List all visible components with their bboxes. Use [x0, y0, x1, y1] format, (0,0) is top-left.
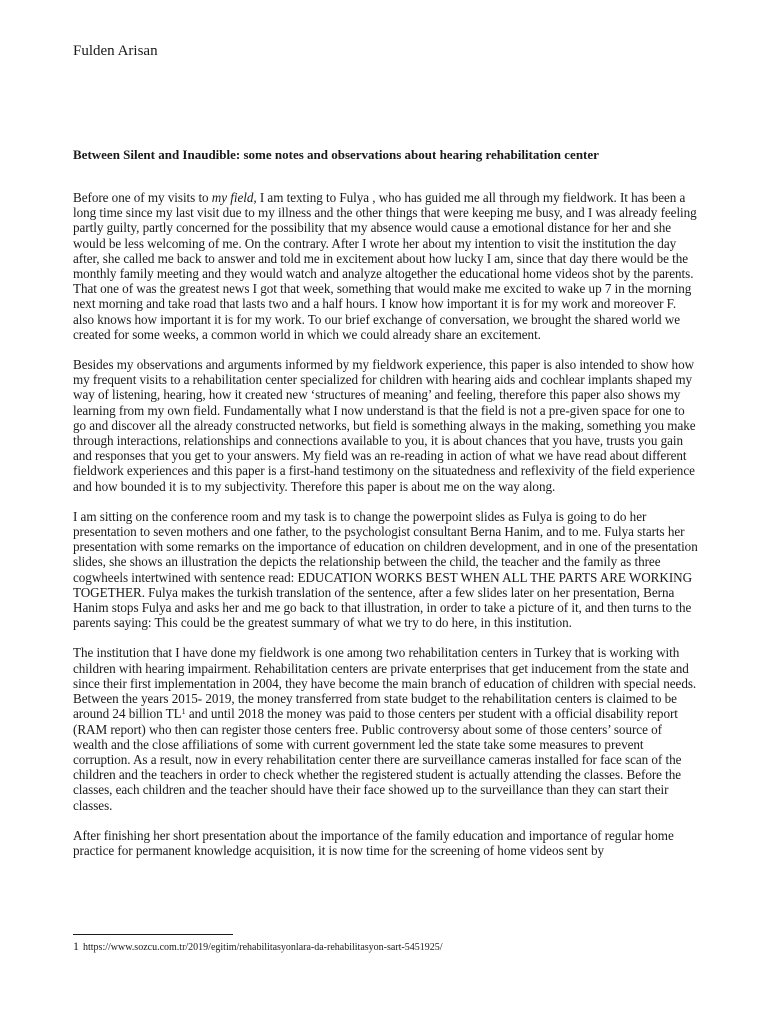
- paragraph-1-start: Before one of my visits to: [73, 190, 212, 205]
- paragraph-4-rest: and until 2018 the money was paid to those centers per student with a official disability report (RAM report) who then can register those centers free. Public controversy about some of those centers’ source of wealth and the close affiliations of some with current government led the state take some measures to prevent corruption. As a result, now in every rehabilitation center there are surveillance cameras installed for face scan of the children and the teachers in order to check whether the registered student is actually attending the classes. Before the classes, each children and the teacher should have their face showed up to the surveillance than they can start their classes.: [73, 706, 682, 813]
- paragraph-1-italic: my field,: [211, 190, 257, 205]
- footnote: [73, 939, 443, 955]
- paragraph-1-rest: I am texting to Fulya , who has guided me all through my fieldwork. It has been a long time since my last visit due to my illness and the other things that were keeping me busy, and I was already feeling partly guilty, partly concerned for the possibility that my absence would cause a emotional distance for her and she would be less welcoming of me. On the contrary. After I wrote her about my intention to visit the institution the day after, she called me back to answer and told me in excitement about how lucky I am, since that day there would be the monthly family meeting and they would watch and analyze altogether the educational home videos shot by the parents. That one of was the greatest news I got that week, something that would make me excited to wake up 7 in the morning next morning and take road that lasts two and a half hours. I know how important it is for my work and moreover F. also knows how important it is for my work. To our brief exchange of conversation, we brought the shared world we created for some weeks, a common world in which we could already share an excitement.: [73, 190, 697, 342]
- paragraph-2: Besides my observations and arguments informed by my fieldwork experience, this paper is also intended to show how my frequent visits to a rehabilitation center specialized for children with hearing aids and cochlear implants shaped my way of listening, hearing, how it created new ‘structures of meaning’ and feeling, therefore this paper also shows my learning from my own field. Fundamentally what I now understand is that the field is not a pre-given space for one to go and discover all the already constructed networks, but field is something always in the making, something you make through interactions, relationships and connections available to you, it is about chances that you have, trusts you gain and responses that you get to your answers. My field was an re-reading in action of what we have read about different fieldwork experiences and this paper is a first-hand testimony on the situatedness and reflexivity of the field experience and how bounded it is to my subjectivity. Therefore this paper is about me on the way along.: [73, 357, 696, 494]
- paragraph-5: After finishing her short presentation about the importance of the family education and importance of regular home practice for permanent knowledge acquisition, it is now time for the screening of home videos sent by: [73, 827, 674, 858]
- paragraph-4: [73, 645, 699, 812]
- body-text: [73, 190, 699, 858]
- footnote-divider: [73, 934, 233, 935]
- paragraph-3: I am sitting on the conference room and my task is to change the powerpoint slides as Fulya is going to do her presentation to seven mothers and one father, to the psychologist consultant Berna Hanim, and to me. Fulya starts her presentation with some remarks on the importance of education on children development, and in one of the presentation slides, she shows an illustration the depicts the relationship between the child, the teacher and the family as three cogwheels intertwined with sentence read: EDUCATION WORKS BEST WHEN ALL THE PARTS ARE WORKING TOGETHER. Fulya makes the turkish translation of the sentence, after a few slides later on her presentation, Berna Hanim stops Fulya and asks her and me go back to that illustration, in order to take a picture of it, and then turns to the parents saying: This could be the greatest summary of what we try to do here, in this institution.: [73, 508, 698, 631]
- paragraph-1: [73, 190, 699, 342]
- footnote-reference: 1: [181, 707, 186, 717]
- paragraph-4-start: The institution that I have done my fieldwork is one among two rehabilitation centers in Turkey that is working with children with hearing impairment. Rehabilitation centers are private enterprises that get inducement from the state and since their first implementation in 2004, they have become the main branch of education of children with special needs. Between the years 2015- 2019, the money transferred from state budget to the rehabilitation centers is claimed to be around 24 billion TL: [73, 645, 697, 722]
- footnote-number: 1: [73, 939, 79, 953]
- footnote-url: https://www.sozcu.com.tr/2019/egitim/rehabilitasyonlara-da-rehabilitasyon-sart-5451925/: [83, 942, 443, 953]
- paper-title: Between Silent and Inaudible: some notes and observations about hearing rehabilitation center: [73, 147, 599, 162]
- author-name: Fulden Arisan: [73, 43, 158, 59]
